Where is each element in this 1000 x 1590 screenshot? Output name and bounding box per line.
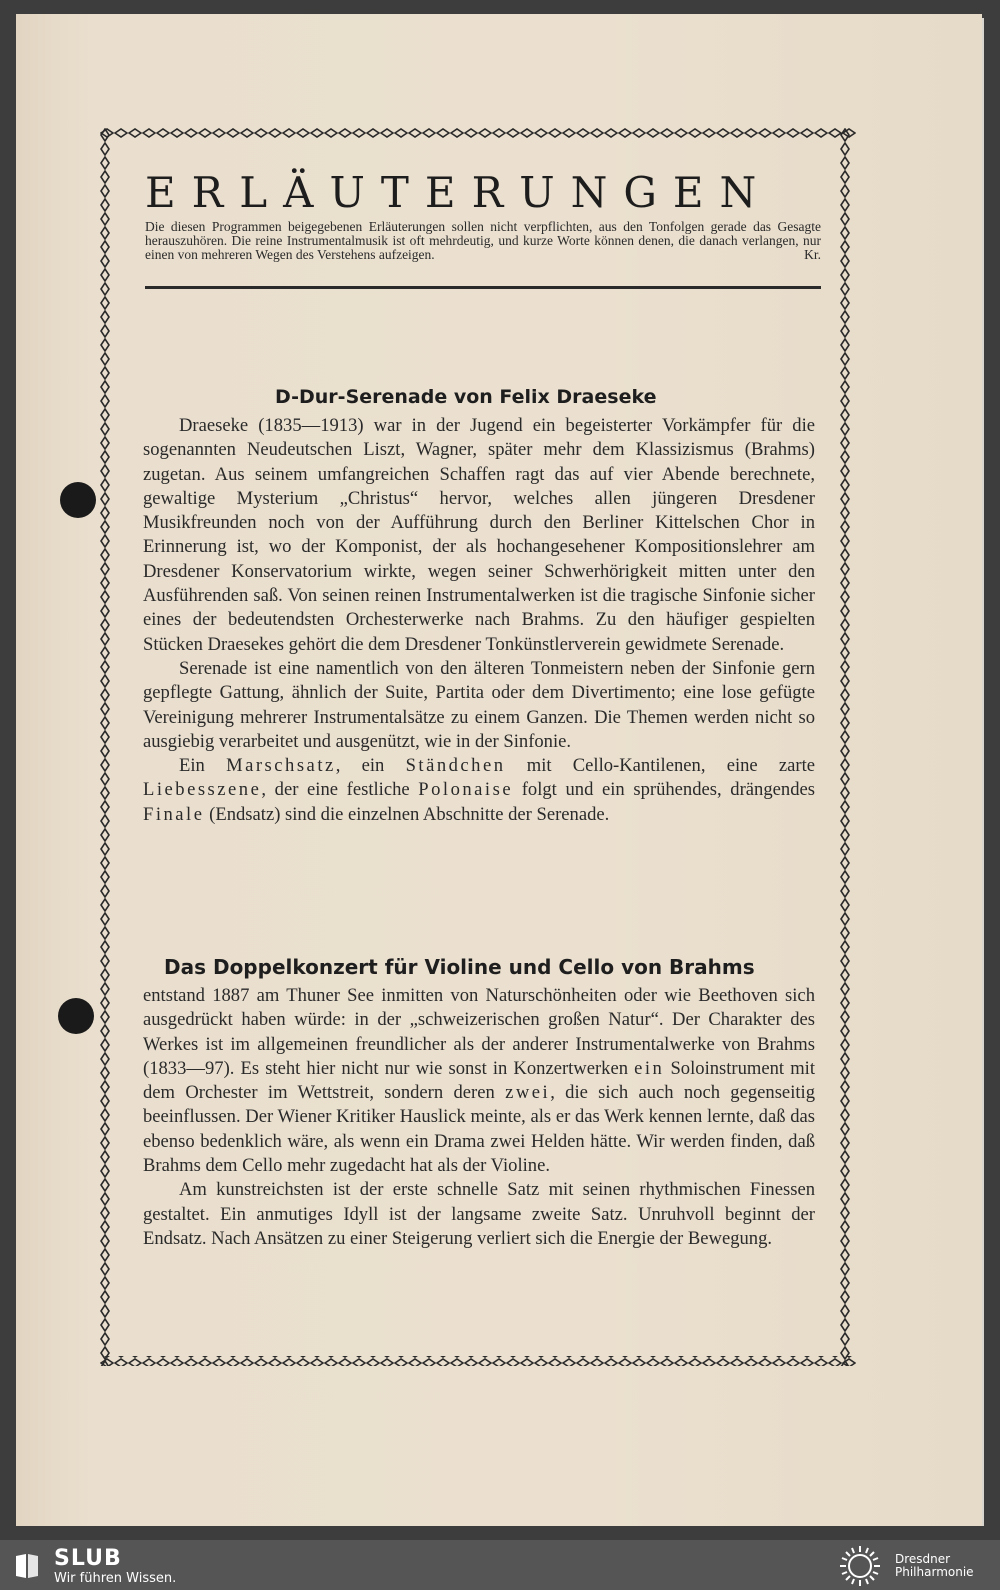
intro-note (145, 220, 821, 262)
punch-hole-bottom (58, 998, 94, 1034)
text-run: entstand 1887 am Thuner See inmitten von Naturschönheiten oder wie Beethoven sich ausgedrückt haben würde: in der „schweizerischen großen Natur“. Der Charakter des Werkes ist im allgemeinen freundlicher als der anderer Instrumentalwerke von Brahms (1833—97). Es steht hier nicht nur wie sonst in Konzertwerken (143, 985, 815, 1079)
section-title-serenade: D-Dur-Serenade von Felix Draeseke (275, 386, 657, 408)
intro-text: Die diesen Programmen beigegebenen Erläuterungen sollen nicht verpflichten, aus den Tonfolgen gerade das Gesagte herauszuhören. Die reine Instrumentalmusik ist oft mehrdeutig, und kurze Worte können denen, die danach verlangen, nur einen von mehreren Wegen des Verstehens aufzeigen. (145, 219, 821, 262)
emphasis-text: Ständchen (405, 755, 506, 777)
intro-signature: Kr. (804, 247, 821, 262)
partner-name-line2: Philharmonie (895, 1565, 974, 1579)
section-body-serenade (143, 414, 815, 827)
heading-rule (145, 286, 821, 289)
page-heading: ERLÄUTERUNGEN (145, 168, 773, 217)
text-run: Ein (179, 755, 205, 777)
partner-name-line1: Dresdner (895, 1552, 951, 1566)
library-name[interactable]: SLUB (54, 1546, 122, 1571)
emphasis-text: Liebesszene (143, 779, 262, 801)
text-run: folgt und ein sprühendes, drängendes (521, 779, 815, 801)
emphasis-text: Finale (143, 803, 205, 825)
punch-hole-top (60, 482, 96, 518)
emphasis-text: zwei (505, 1082, 551, 1104)
text-run: , der eine festliche (261, 779, 410, 801)
emphasis-text: ein (634, 1057, 665, 1079)
section-title-doppelkonzert: Das Doppelkonzert für Violine und Cello von Brahms (164, 955, 755, 979)
slub-book-icon (14, 1552, 40, 1580)
paragraph: Serenade ist eine namentlich von den älteren Tonmeistern neben der Sinfonie gern gepflegte Gattung, ähnlich der Suite, Partita oder dem Divertimento; eine lose gefügte Vereinigung mehrerer Instrumentalsätze zu einem Ganzen. Die Themen werden nicht so ausgiebig verarbeitet und ausgenützt, wie in der Sinfonie. (143, 657, 815, 752)
emphasis-text: Marschsatz (226, 755, 336, 777)
text-run: , ein (335, 755, 385, 777)
emphasis-text: Polonaise (418, 779, 514, 801)
library-tagline: Wir führen Wissen. (54, 1571, 177, 1586)
philharmonie-sunburst-icon (838, 1544, 882, 1588)
paragraph (143, 754, 815, 827)
paragraph (143, 984, 815, 1178)
text-run: mit Cello-Kantilenen, eine zarte (526, 755, 816, 777)
text-run: , die sich auch noch gegenseitig beeinflussen. Der Wiener Kritiker Hauslick meinte, als er das Werk kennen lernte, daß das ebenso bedenklich wäre, als wenn ein Drama zwei Helden hätte. Wir werden finden, daß Brahms dem Cello mehr zugedacht hat als der Violine. (143, 1082, 815, 1177)
section-body-doppelkonzert (143, 984, 815, 1251)
text-run: Soloinstrument mit dem Orchester im Wettstreit, sondern deren (143, 1057, 815, 1104)
partner-name[interactable] (895, 1553, 974, 1579)
paragraph: Am kunstreichsten ist der erste schnelle Satz mit seinen rhythmischen Finessen gestaltet. Ein anmutiges Idyll ist der langsame zweite Satz. Unruhvoll beginnt der Endsatz. Nach Ansätzen zu einer Steigerung verliert sich die Energie der Bewegung. (143, 1179, 815, 1249)
paragraph: Draeseke (1835—1913) war in der Jugend ein begeisterter Vorkämpfer für die sogenannten Neudeutschen Liszt, Wagner, später mehr dem Klassizismus (Brahms) zugetan. Aus seinem umfangreichen Schaffen ragt das auf vier Abende berechnete, gewaltige Mysterium „Christus“ hervor, welches allen jüngeren Dresdener Musikfreunden noch von der Aufführung durch den Berliner Kittelschen Chor in Erinnerung ist, wo der Komponist, der als hochangesehener Kompositionslehrer am Dresdener Konservatorium wirkte, wegen seiner Schwerhörigkeit mitten unter den Ausführenden saß. Von seinen reinen Instrumentalwerken ist die tragische Sinfonie sicher eines der bedeutendsten Orchesterwerke nach Brahms. Zu den häufiger gespielten Stücken Draesekes gehört die dem Dresdener Tonkünstlerverein gewidmete Serenade. (143, 415, 815, 655)
text-run: (Endsatz) sind die einzelnen Abschnitte der Serenade. (209, 803, 610, 825)
